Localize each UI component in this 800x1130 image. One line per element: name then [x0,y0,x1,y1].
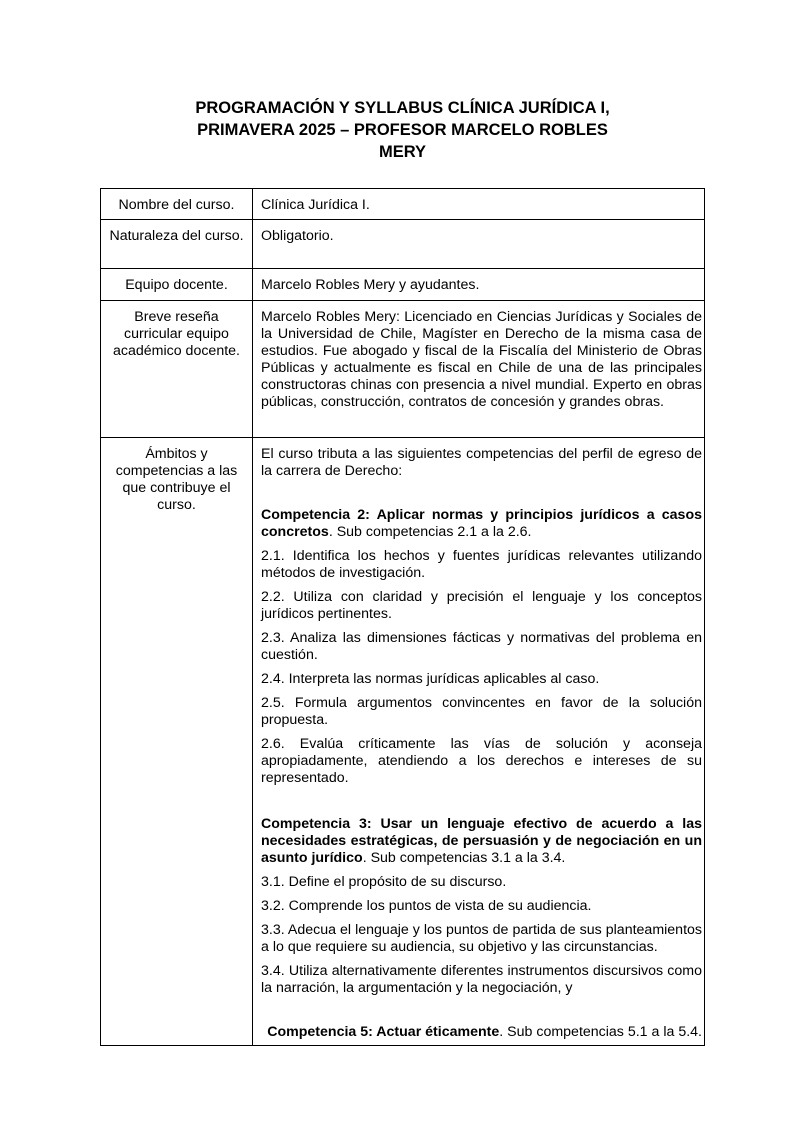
competencia-5-heading: Competencia 5: Actuar éticamente [267,1024,500,1040]
title-line-1: PROGRAMACIÓN Y SYLLABUS CLÍNICA JURÍDICA I, [195,99,610,117]
document-title [100,97,705,163]
ambitos-intro: El curso tributa a las siguientes competencias del perfil de egreso de la carrera de Derecho: [261,446,702,479]
label-naturaleza: Naturaleza del curso. [101,220,253,269]
competencia-5-sub: . Sub competencias 5.1 a la 5.4. [499,1024,702,1040]
row-resena [101,301,705,438]
label-ambitos: Ámbitos y competencias a las que contribuye el curso. [101,438,253,1046]
row-nombre [101,189,705,220]
row-equipo [101,269,705,301]
competencia-3-heading: Competencia 3: Usar un lenguaje efectivo de acuerdo a las necesidades estratégicas, de persuasión y de negociación en un asunto jurídico [261,816,702,866]
item-2-5: 2.5. Formula argumentos convincentes en favor de la solución propuesta. [261,695,702,728]
label-resena: Breve reseña curricular equipo académico docente. [101,301,253,438]
item-2-2: 2.2. Utiliza con claridad y precisión el lenguaje y los conceptos jurídicos pertinentes. [261,589,702,622]
label-equipo: Equipo docente. [101,269,253,301]
item-2-3: 2.3. Analiza las dimensiones fácticas y normativas del problema en cuestión. [261,630,702,663]
syllabus-table [100,188,705,1046]
value-ambitos [253,438,705,1046]
row-ambitos [101,438,705,1046]
competencia-2-heading: Competencia 2: Aplicar normas y principios jurídicos a casos concretos [261,507,702,540]
row-naturaleza [101,220,705,269]
item-3-4: 3.4. Utiliza alternativamente diferentes instrumentos discursivos como la narración, la argumentación y la negociación, y [261,963,702,996]
item-3-3: 3.3. Adecua el lenguaje y los puntos de partida de sus planteamientos a lo que requiere su audiencia, su objetivo y las circunstancias. [261,922,702,955]
value-nombre: Clínica Jurídica I. [253,189,705,220]
item-2-6: 2.6. Evalúa críticamente las vías de solución y aconseja apropiadamente, atendiendo a los derechos e intereses de su representado. [261,736,702,786]
item-3-2: 3.2. Comprende los puntos de vista de su audiencia. [261,898,592,914]
label-nombre: Nombre del curso. [101,189,253,220]
title-line-2: PRIMAVERA 2025 – PROFESOR MARCELO ROBLES [197,121,608,139]
competencia-3-sub: . Sub competencias 3.1 a la 3.4. [362,850,566,866]
competencia-2 [261,507,702,541]
item-3-1: 3.1. Define el propósito de su discurso. [261,874,507,890]
competencia-3 [261,816,702,867]
competencia-2-sub: . Sub competencias 2.1 a la 2.6. [328,524,532,540]
item-2-4: 2.4. Interpreta las normas jurídicas aplicables al caso. [261,671,600,687]
title-line-3: MERY [378,143,427,161]
value-naturaleza: Obligatorio. [253,220,705,269]
value-equipo: Marcelo Robles Mery y ayudantes. [253,269,705,301]
item-2-1: 2.1. Identifica los hechos y fuentes jurídicas relevantes utilizando métodos de investigación. [261,548,702,581]
value-resena: Marcelo Robles Mery: Licenciado en Ciencias Jurídicas y Sociales de la Universidad de Chile, Magíster en Derecho de la misma casa de estudios. Fue abogado y fiscal de la Fiscalía del Ministerio de Obras Públicas y actualmente es fiscal en Chile de una de las principales constructoras chinas con presencia a nivel mundial. Experto en obras públicas, construcción, contratos de concesión y grandes obras. [253,301,705,438]
competencia-5 [261,1024,702,1042]
